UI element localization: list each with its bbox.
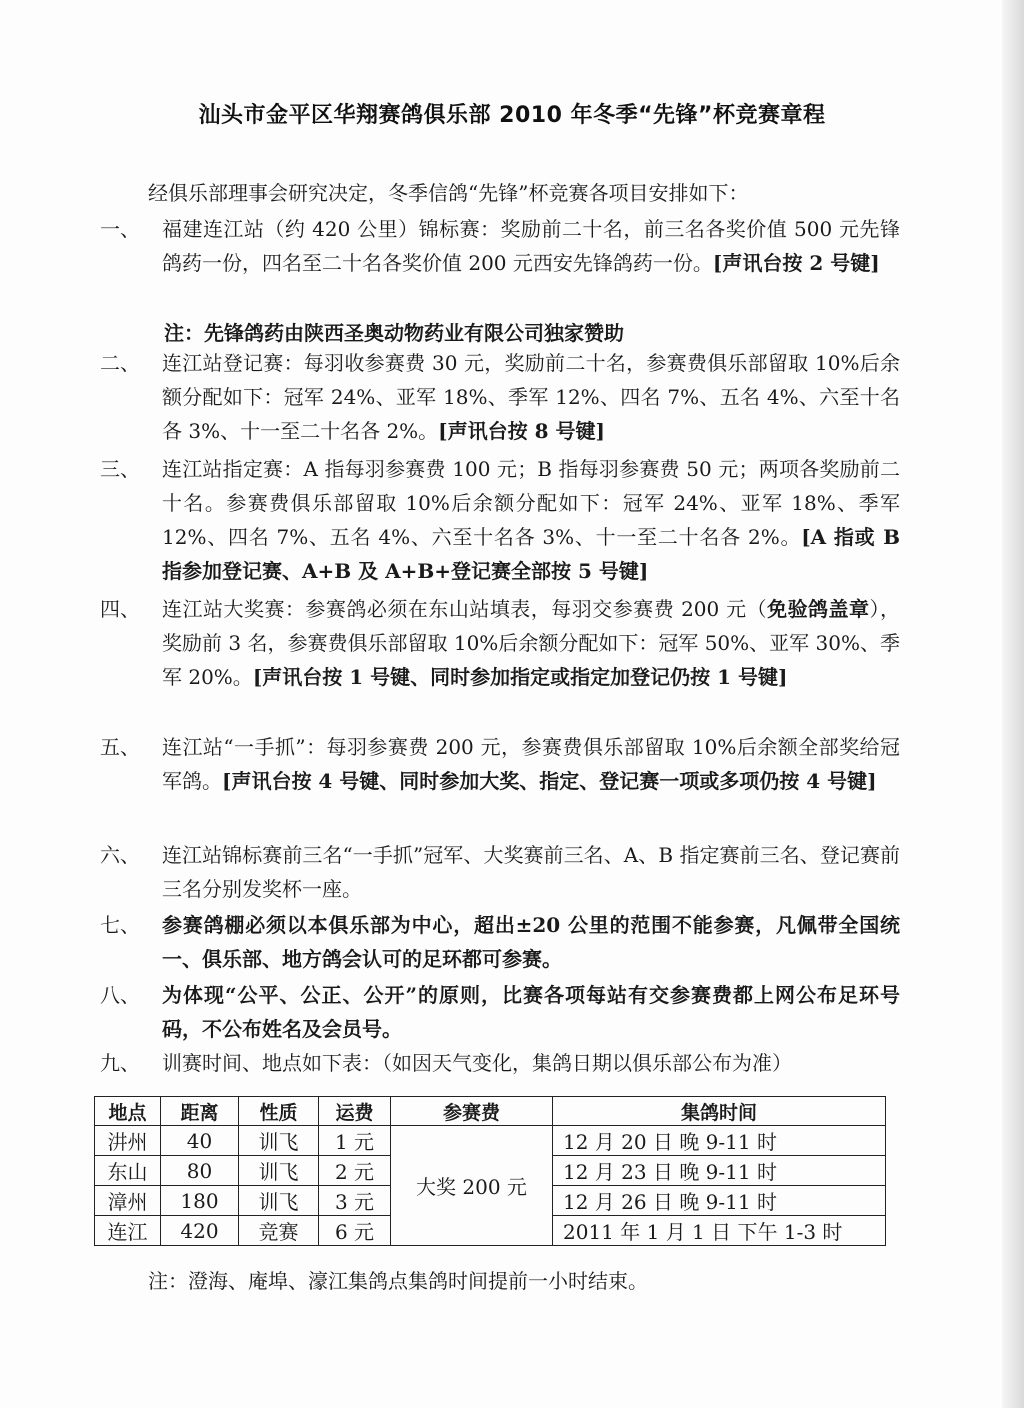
item-text: 连江站登记赛：每羽收参赛费 30 元，奖励前二十名，参赛费俱乐部留取 10%后余额分配如下：冠军 24%、亚军 18%、季军 12%、四名 7%、五名 4%、六至十名各 3%、十一至二十名各 2%。 xyxy=(162,351,900,443)
item-number: 一、 xyxy=(100,217,140,241)
table-footnote: 注：澄海、庵埠、濠江集鸽点集鸽时间提前一小时结束。 xyxy=(148,1269,648,1293)
table-cell: 80 xyxy=(161,1156,239,1186)
table-cell: 40 xyxy=(161,1126,239,1156)
item-bold-text: [声讯台按 4 号键、同时参加大奖、指定、登记赛一项或多项仍按 4 号键] xyxy=(222,769,877,793)
table-cell: 12 月 23 日 晚 9-11 时 xyxy=(553,1156,886,1186)
rule-item-7 xyxy=(100,908,900,976)
rule-item-3 xyxy=(100,452,900,588)
table-header-cell: 参赛费 xyxy=(391,1097,553,1126)
table-cell: 1 元 xyxy=(319,1126,391,1156)
table-header-cell: 距离 xyxy=(161,1097,239,1126)
table-cell: 420 xyxy=(161,1216,239,1246)
sponsor-note: 注：先锋鸽药由陕西圣奥动物药业有限公司独家赞助 xyxy=(164,321,624,345)
item-text: 福建连江站（约 420 公里）锦标赛：奖励前二十名，前三名各奖价值 500 元先锋鸽药一份，四名至二十名各奖价值 200 元西安先锋鸽药一份。 xyxy=(162,217,900,275)
document-title: 汕头市金平区华翔赛鸽俱乐部 2010 年冬季“先锋”杯竞赛章程 xyxy=(198,103,826,128)
table-cell: 汫州 xyxy=(95,1126,161,1156)
table-cell: 训飞 xyxy=(239,1186,319,1216)
rule-item-5 xyxy=(100,730,900,798)
item-number: 六、 xyxy=(100,843,140,867)
scan-edge-shadow xyxy=(1002,0,1024,1408)
table-cell: 12 月 20 日 晚 9-11 时 xyxy=(553,1126,886,1156)
table-cell-entry-fee: 大奖 200 元 xyxy=(391,1126,553,1246)
table-cell: 2011 年 1 月 1 日 下午 1-3 时 xyxy=(553,1216,886,1246)
item-number: 七、 xyxy=(100,913,140,937)
table-row xyxy=(95,1126,886,1156)
table-header-cell: 性质 xyxy=(239,1097,319,1126)
intro-paragraph: 经俱乐部理事会研究决定，冬季信鸽“先锋”杯竞赛各项目安排如下： xyxy=(148,181,749,205)
item-bold-text: [A 指或 B 指参加登记赛、A+B 及 A+B+登记赛全部按 5 号键] xyxy=(162,525,901,583)
rule-item-9 xyxy=(100,1048,792,1078)
item-text: 连江站锦标赛前三名“一手抓”冠军、大奖赛前三名、A、B 指定赛前三名、登记赛前三名分别发奖杯一座。 xyxy=(162,843,900,901)
rule-item-6 xyxy=(100,838,900,906)
item-bold-text: [声讯台按 1 号键、同时参加指定或指定加登记仍按 1 号键] xyxy=(252,665,788,689)
item-number: 九、 xyxy=(100,1051,140,1075)
table-cell: 训飞 xyxy=(239,1156,319,1186)
item-number: 三、 xyxy=(100,457,140,481)
item-text: 训赛时间、地点如下表：（如因天气变化，集鸽日期以俱乐部公布为准） xyxy=(162,1051,792,1075)
table-cell: 漳州 xyxy=(95,1186,161,1216)
rule-item-4 xyxy=(100,592,900,694)
item-bold-text: [声讯台按 8 号键] xyxy=(438,419,605,443)
table-cell: 6 元 xyxy=(319,1216,391,1246)
table-cell: 训飞 xyxy=(239,1126,319,1156)
table-cell: 竞赛 xyxy=(239,1216,319,1246)
item-bold-text: [声讯台按 2 号键] xyxy=(712,251,880,275)
table-cell: 180 xyxy=(161,1186,239,1216)
rule-item-1 xyxy=(100,212,900,280)
rule-item-2 xyxy=(100,346,900,448)
item-text: ），奖励前 3 名，参赛费俱乐部留取 10%后余额分配如下：冠军 50%、亚军 30%、季军 20%。 xyxy=(162,597,901,689)
item-bold-text: 免验鸽盖章 xyxy=(767,597,870,621)
table-cell: 连江 xyxy=(95,1216,161,1246)
item-bold-text: 参赛鸽棚必须以本俱乐部为中心，超出±20 公里的范围不能参赛，凡佩带全国统一、俱乐部、地方鸽会认可的足环都可参赛。 xyxy=(162,913,900,971)
table-cell: 12 月 26 日 晚 9-11 时 xyxy=(553,1186,886,1216)
rule-item-8 xyxy=(100,978,900,1046)
table-header-cell: 集鸽时间 xyxy=(553,1097,886,1126)
table-header-cell: 运费 xyxy=(319,1097,391,1126)
item-text: 连江站大奖赛：参赛鸽必须在东山站填表，每羽交参赛费 200 元（ xyxy=(162,597,768,621)
table-cell: 3 元 xyxy=(319,1186,391,1216)
table-cell: 2 元 xyxy=(319,1156,391,1186)
item-number: 四、 xyxy=(100,597,140,621)
item-text: 连江站指定赛：A 指每羽参赛费 100 元；B 指每羽参赛费 50 元；两项各奖励前二十名。参赛费俱乐部留取 10%后余额分配如下：冠军 24%、亚军 18%、季军 12%、四名 7%、五名 4%、六至十名各 3%、十一至二十名各 2%。 xyxy=(162,457,900,549)
item-number: 五、 xyxy=(100,735,140,759)
table-header-row xyxy=(95,1097,886,1126)
item-number: 八、 xyxy=(100,983,140,1007)
schedule-table xyxy=(94,1096,886,1246)
item-bold-text: 为体现“公平、公正、公开”的原则，比赛各项每站有交参赛费都上网公布足环号码，不公布姓名及会员号。 xyxy=(162,983,900,1041)
table-header-cell: 地点 xyxy=(95,1097,161,1126)
item-number: 二、 xyxy=(100,351,140,375)
table-cell: 东山 xyxy=(95,1156,161,1186)
item-text: 连江站“一手抓”：每羽参赛费 200 元，参赛费俱乐部留取 10%后余额全部奖给冠军鸽。 xyxy=(162,735,900,793)
